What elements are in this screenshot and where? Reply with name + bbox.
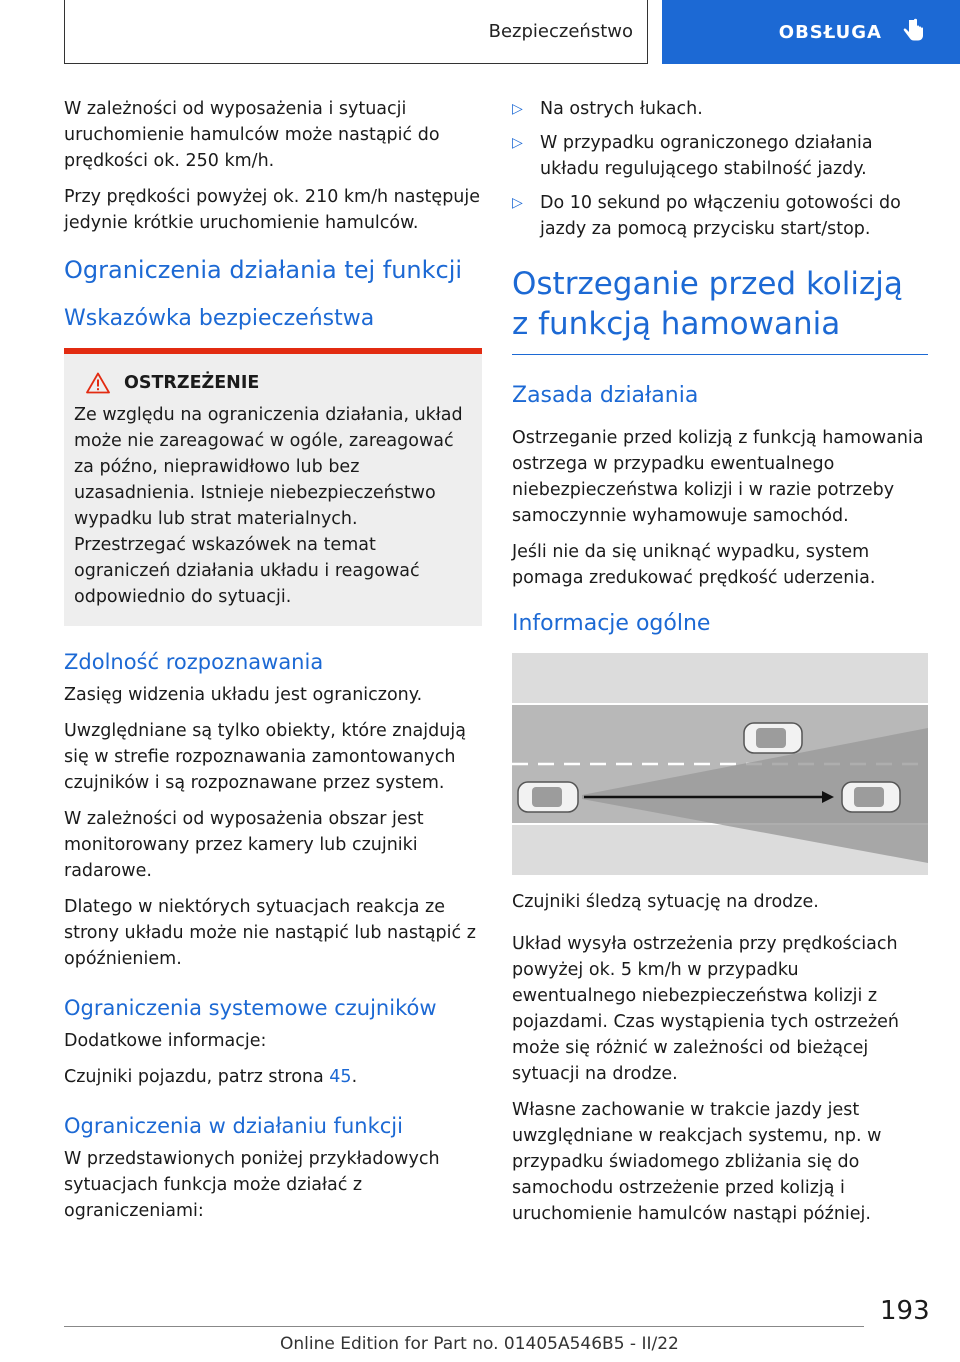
footer-edition: Online Edition for Part no. 01405A546B5 - II/22 xyxy=(280,1334,679,1354)
detection-paragraph-3: W zależności od wyposażenia obszar jest monitorowany przez kamery lub czujniki radarowe. xyxy=(64,809,424,881)
footer-divider xyxy=(64,1326,864,1327)
heading-safety-note: Wskazówka bezpieczeństwa xyxy=(64,306,375,331)
heading-general-info: Informacje ogólne xyxy=(512,611,711,636)
heading-detection: Zdolność rozpoznawania xyxy=(64,650,324,674)
detection-paragraph-4: Dlatego w niektórych sytuacjach reakcja ze strony układu może nie nastąpić lub nastąpić z opóźnieniem. xyxy=(64,897,476,969)
header-section-label: Bezpieczeństwo xyxy=(488,21,633,42)
section-divider xyxy=(512,354,928,355)
list-item xyxy=(512,130,928,182)
warning-title: OSTRZEŻENIE xyxy=(124,373,260,393)
page-number: 193 xyxy=(880,1296,930,1326)
bullet-triangle-icon: ▷ xyxy=(512,101,523,117)
bullet-triangle-icon: ▷ xyxy=(512,135,523,151)
list-item-text: Na ostrych łukach. xyxy=(540,99,703,119)
header-chapter-label: OBSŁUGA xyxy=(778,21,882,43)
list-item-text: Do 10 sekund po włączeniu gotowości do jazdy za pomocą przycisku start/stop. xyxy=(540,193,901,239)
page-link-45[interactable]: 45 xyxy=(329,1067,352,1087)
function-paragraph-1: W przedstawionych poniżej przykładowych sytuacjach funkcja może działać z ograniczeniami: xyxy=(64,1149,440,1221)
sensors-reference-end: . xyxy=(351,1067,358,1087)
left-column xyxy=(64,96,482,1234)
bullet-triangle-icon: ▷ xyxy=(512,195,523,211)
heading-sensor-limits: Ograniczenia systemowe czujników xyxy=(64,996,437,1020)
heading-principle: Zasada działania xyxy=(512,383,699,408)
list-item xyxy=(512,190,928,242)
section-title: Ostrzeganie przed kolizją z funkcją hamowania xyxy=(512,266,903,342)
intro-paragraph-1: W zależności od wyposażenia i sytuacji uruchomienie hamulców może nastąpić do prędkości ok. 250 km/h. xyxy=(64,99,440,171)
list-item xyxy=(512,96,928,122)
general-paragraph-2: Układ wysyła ostrzeżenia przy prędkościach powyżej ok. 5 km/h w przypadku ewentualnego niebezpieczeństwa kolizji z pojazdami. Czas wystąpienia tych ostrzeżeń może się różnić w zależności od bieżącej sytuacji na drodze. xyxy=(512,934,899,1084)
heading-function-restrictions: Ograniczenia w działaniu funkcji xyxy=(64,1114,403,1138)
list-item-text: W przypadku ograniczonego działania układu regulującego stabilność jazdy. xyxy=(540,133,873,179)
warning-triangle-icon xyxy=(86,372,110,394)
car-own xyxy=(518,782,578,812)
principle-paragraph-2: Jeśli nie da się uniknąć wypadku, system pomaga zredukować prędkość uderzenia. xyxy=(512,542,876,588)
warning-text: Ze względu na ograniczenia działania, układ może nie zareagować w ogóle, zareagować za późno, nieprawidłowo lub bez uzasadnienia. Istnieje niebezpieczeństwo wypadku lub strat materialnych. Przestrzegać wskazówek na temat ograniczeń działania układu i reagować odpowiednio do sytuacji. xyxy=(74,405,463,607)
detection-paragraph-1: Zasięg widzenia układu jest ograniczony. xyxy=(64,685,423,705)
warning-header xyxy=(74,372,466,394)
sensors-paragraph-2 xyxy=(64,1064,482,1090)
sensors-paragraph-1: Dodatkowe informacje: xyxy=(64,1031,267,1051)
principle-paragraph-1: Ostrzeganie przed kolizją z funkcją hamowania ostrzega w przypadku ewentualnego niebezpieczeństwa kolizji i w razie potrzeby samoczynnie wyhamowuje samochód. xyxy=(512,428,924,526)
right-column xyxy=(512,96,928,1237)
header-section-tab xyxy=(64,0,648,64)
header-chapter-tab xyxy=(662,0,960,64)
car-other-lane xyxy=(744,723,802,753)
detection-paragraph-2: Uwzględniane są tylko obiekty, które znajdują się w strefie rozpoznawania zamontowanych czujników i są rozpoznawane przez system. xyxy=(64,721,466,793)
intro-paragraph-2: Przy prędkości powyżej ok. 210 km/h następuje jedynie krótkie uruchomienie hamulców. xyxy=(64,187,481,233)
heading-function-limits: Ograniczenia działania tej funkcji xyxy=(64,256,463,284)
pointing-hand-icon xyxy=(900,18,924,46)
sensors-reference-text: Czujniki pojazdu, patrz strona xyxy=(64,1067,330,1087)
general-paragraph-3: Własne zachowanie w trakcie jazdy jest uwzględniane w reakcjach systemu, np. w przypadku świadomego zbliżania się do samochodu ostrzeżenie przed kolizją i uruchomienie hamulców nastąpi później. xyxy=(512,1100,882,1224)
collision-warning-illustration xyxy=(512,653,928,875)
general-paragraph-1: Czujniki śledzą sytuację na drodze. xyxy=(512,892,819,912)
car-ahead xyxy=(842,782,900,812)
warning-box xyxy=(64,348,482,626)
